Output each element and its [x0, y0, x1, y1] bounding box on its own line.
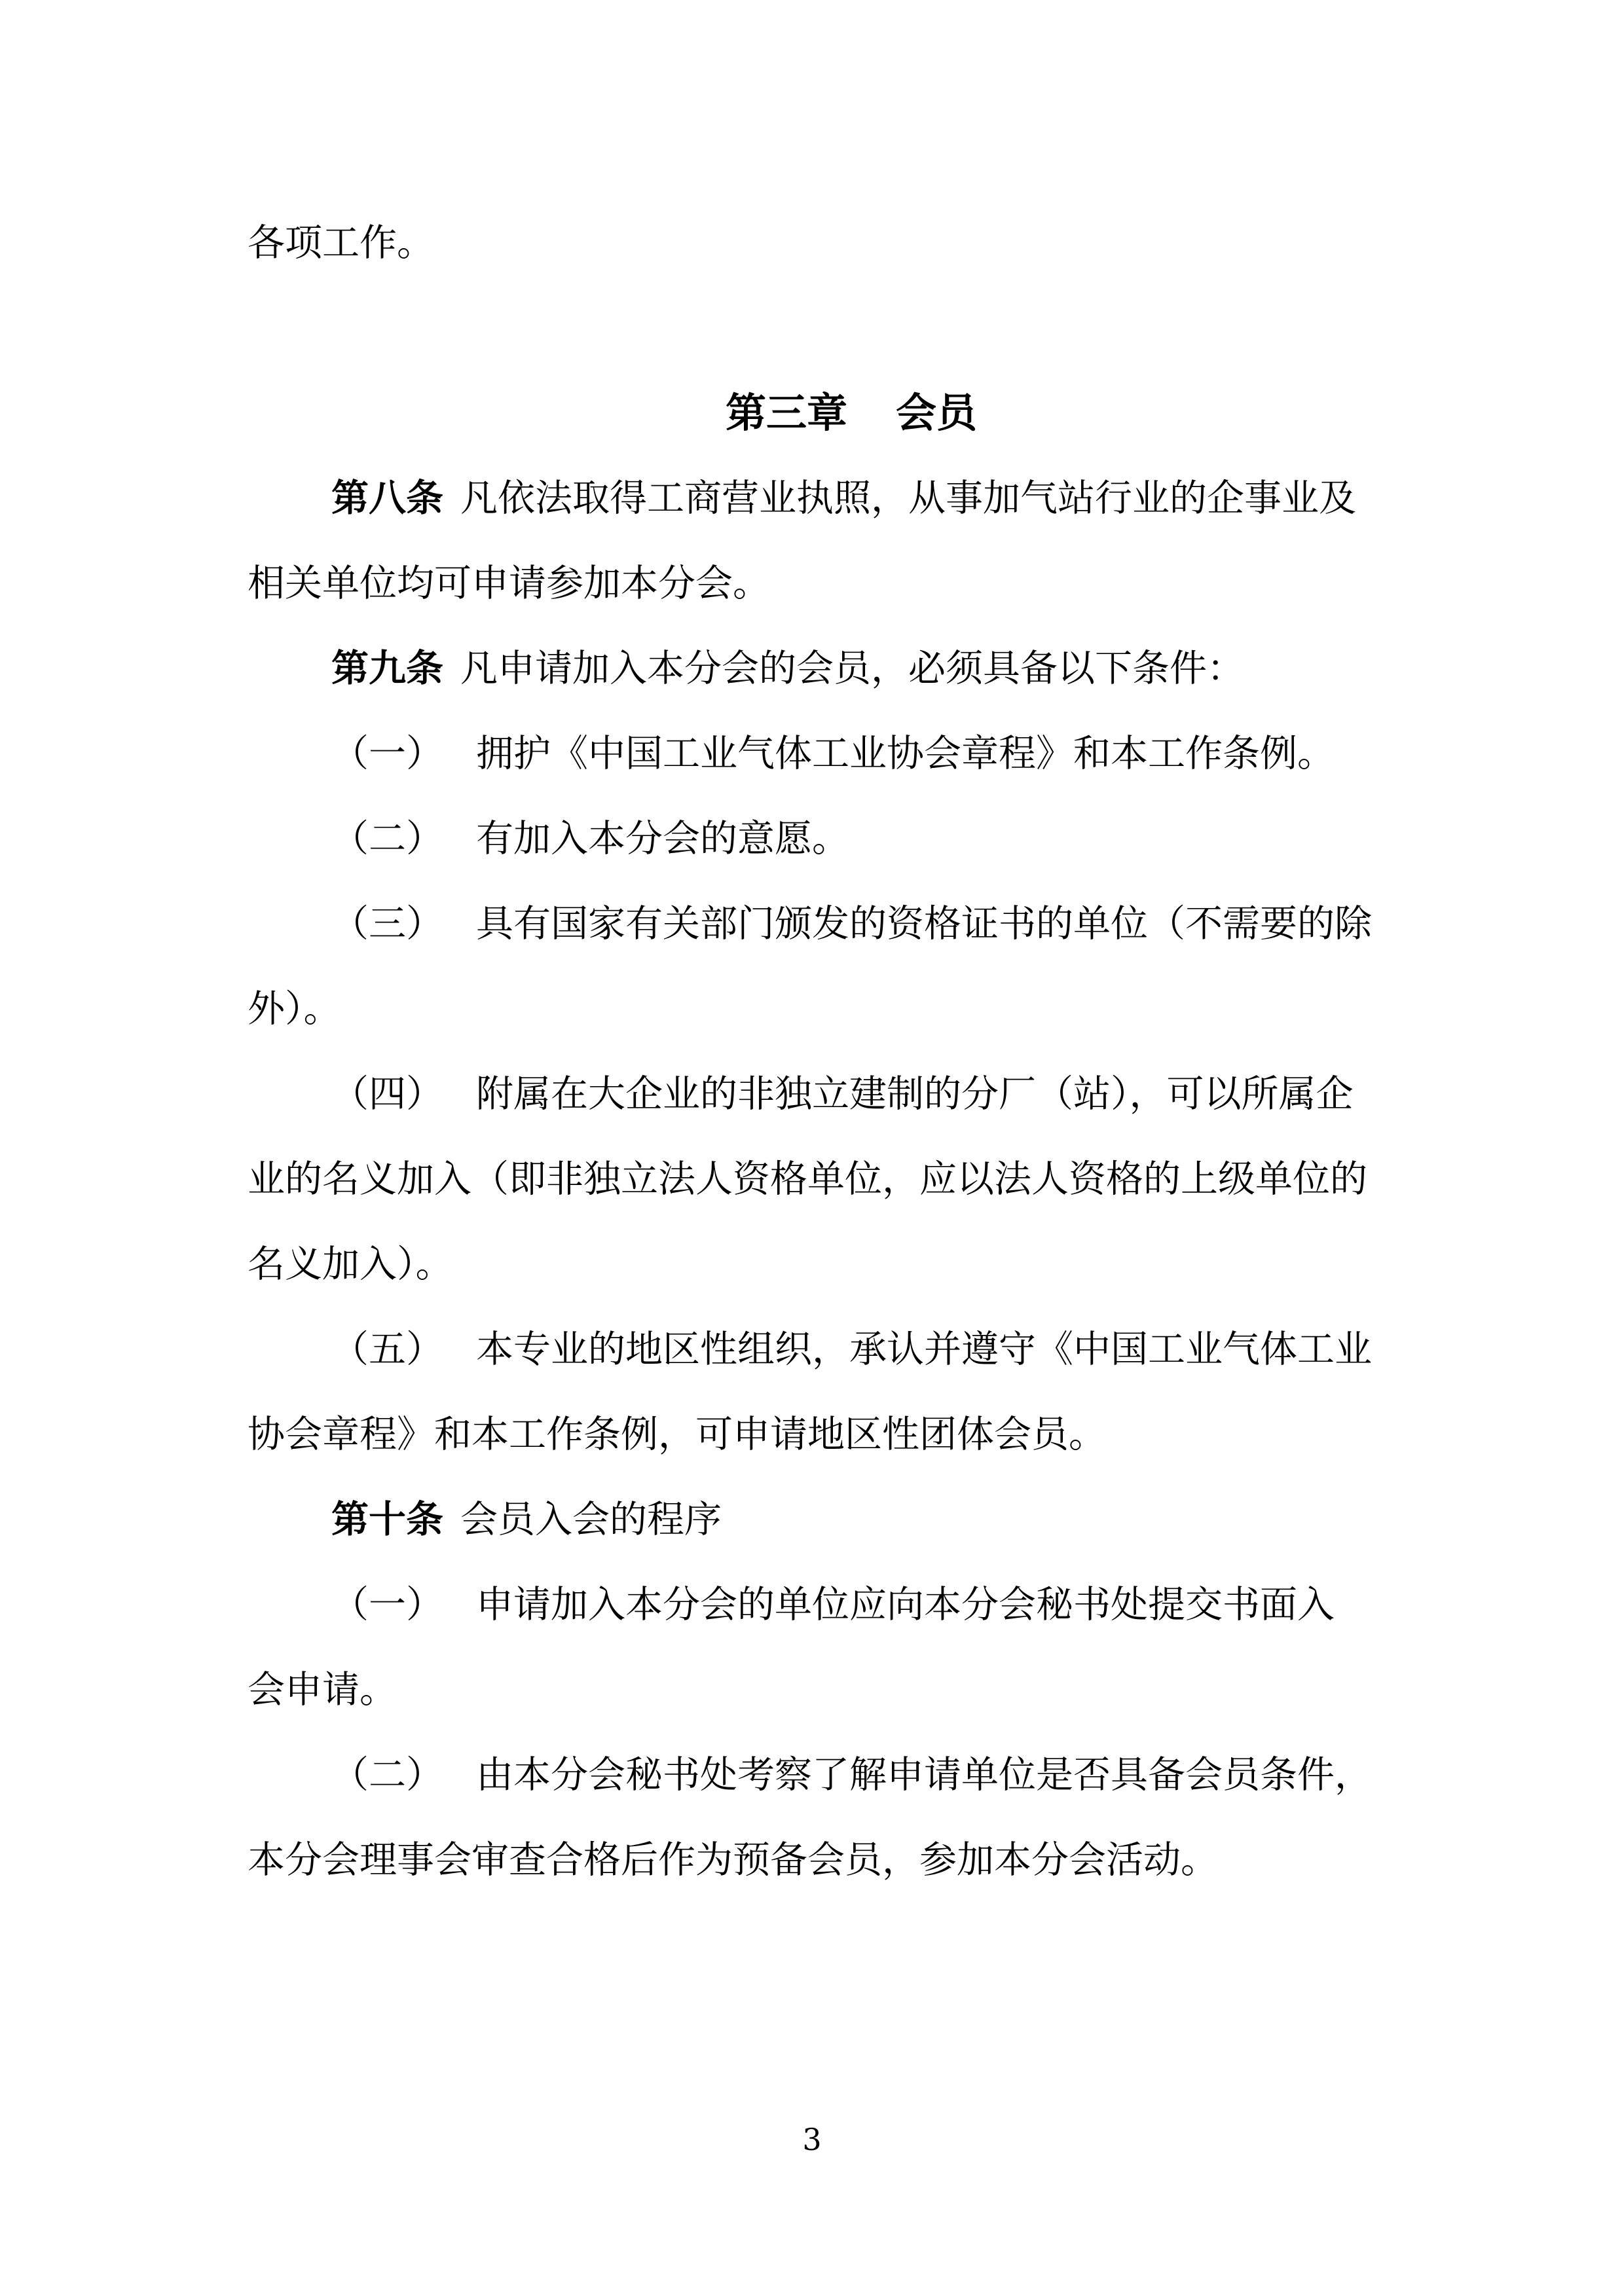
text-line: [248, 626, 1387, 711]
blank-line: [248, 285, 1387, 371]
line-text: 具有国家有关部门颁发的资格证书的单位（不需要的除: [476, 902, 1372, 945]
line-text: 本分会理事会审查合格后作为预备会员，参加本分会活动。: [248, 1838, 1218, 1882]
list-item-number: （二）: [331, 1753, 443, 1796]
line-text: 业的名义加入（即非独立法人资格单位，应以法人资格的上级单位的: [248, 1157, 1367, 1201]
line-text: 会员入会的程序: [460, 1498, 722, 1541]
text-line: [248, 1137, 1387, 1222]
article-number: 第八条: [331, 476, 443, 520]
page-footer: [0, 2121, 1624, 2158]
text-line: [248, 1817, 1387, 1903]
text-line: [248, 1477, 1387, 1562]
list-item-number: （一）: [331, 1583, 443, 1626]
text-block: [248, 200, 1387, 1903]
line-text: 协会章程》和本工作条例，可申请地区性团体会员。: [248, 1413, 1106, 1456]
text-line: [248, 796, 1387, 881]
list-item-number: （五）: [331, 1328, 443, 1371]
line-text: 会申请。: [248, 1668, 397, 1711]
line-text: 申请加入本分会的单位应向本分会秘书处提交书面入: [476, 1583, 1335, 1626]
chapter-heading: [248, 371, 1387, 456]
list-item-number: （三）: [331, 902, 443, 945]
line-text: 外）。: [248, 987, 341, 1030]
line-text: 相关单位均可申请参加本分会。: [248, 562, 770, 605]
line-text: 凡依法取得工商营业执照，从事加气站行业的企事业及: [460, 477, 1356, 520]
text-line: [248, 1562, 1387, 1647]
text-line: [248, 1647, 1387, 1732]
list-item-number: （四）: [331, 1072, 443, 1116]
text-line: [248, 1732, 1387, 1817]
line-text: 有加入本分会的意愿。: [476, 817, 849, 860]
list-item-number: （一）: [331, 732, 443, 775]
text-line: [248, 1392, 1387, 1477]
text-line: [248, 711, 1387, 796]
line-text: 本专业的地区性组织，承认并遵守《中国工业气体工业: [476, 1328, 1372, 1371]
article-number: 第九条: [331, 646, 443, 690]
line-text: 由本分会秘书处考察了解申请单位是否具备会员条件，: [476, 1753, 1372, 1796]
text-line: [248, 541, 1387, 626]
line-text: 名义加入）。: [248, 1243, 453, 1286]
article-number: 第十条: [331, 1497, 443, 1541]
line-text: 凡申请加入本分会的会员，必须具备以下条件：: [460, 647, 1244, 690]
text-line: [248, 966, 1387, 1051]
text-line: [248, 200, 1387, 285]
line-text: 附属在大企业的非独立建制的分厂（站），可以所属企: [476, 1072, 1354, 1116]
line-text: 拥护《中国工业气体工业协会章程》和本工作条例。: [476, 732, 1335, 775]
text-line: [248, 1051, 1387, 1137]
page-number: 3: [802, 2122, 822, 2157]
text-line: [248, 881, 1387, 966]
line-text: 各项工作。: [248, 221, 434, 264]
chapter-heading-title: 会员: [896, 389, 978, 437]
text-line: [248, 1307, 1387, 1392]
chapter-heading-number: 第三章: [725, 389, 847, 437]
text-line: [248, 456, 1387, 541]
text-line: [248, 1222, 1387, 1307]
list-item-number: （二）: [331, 817, 443, 860]
